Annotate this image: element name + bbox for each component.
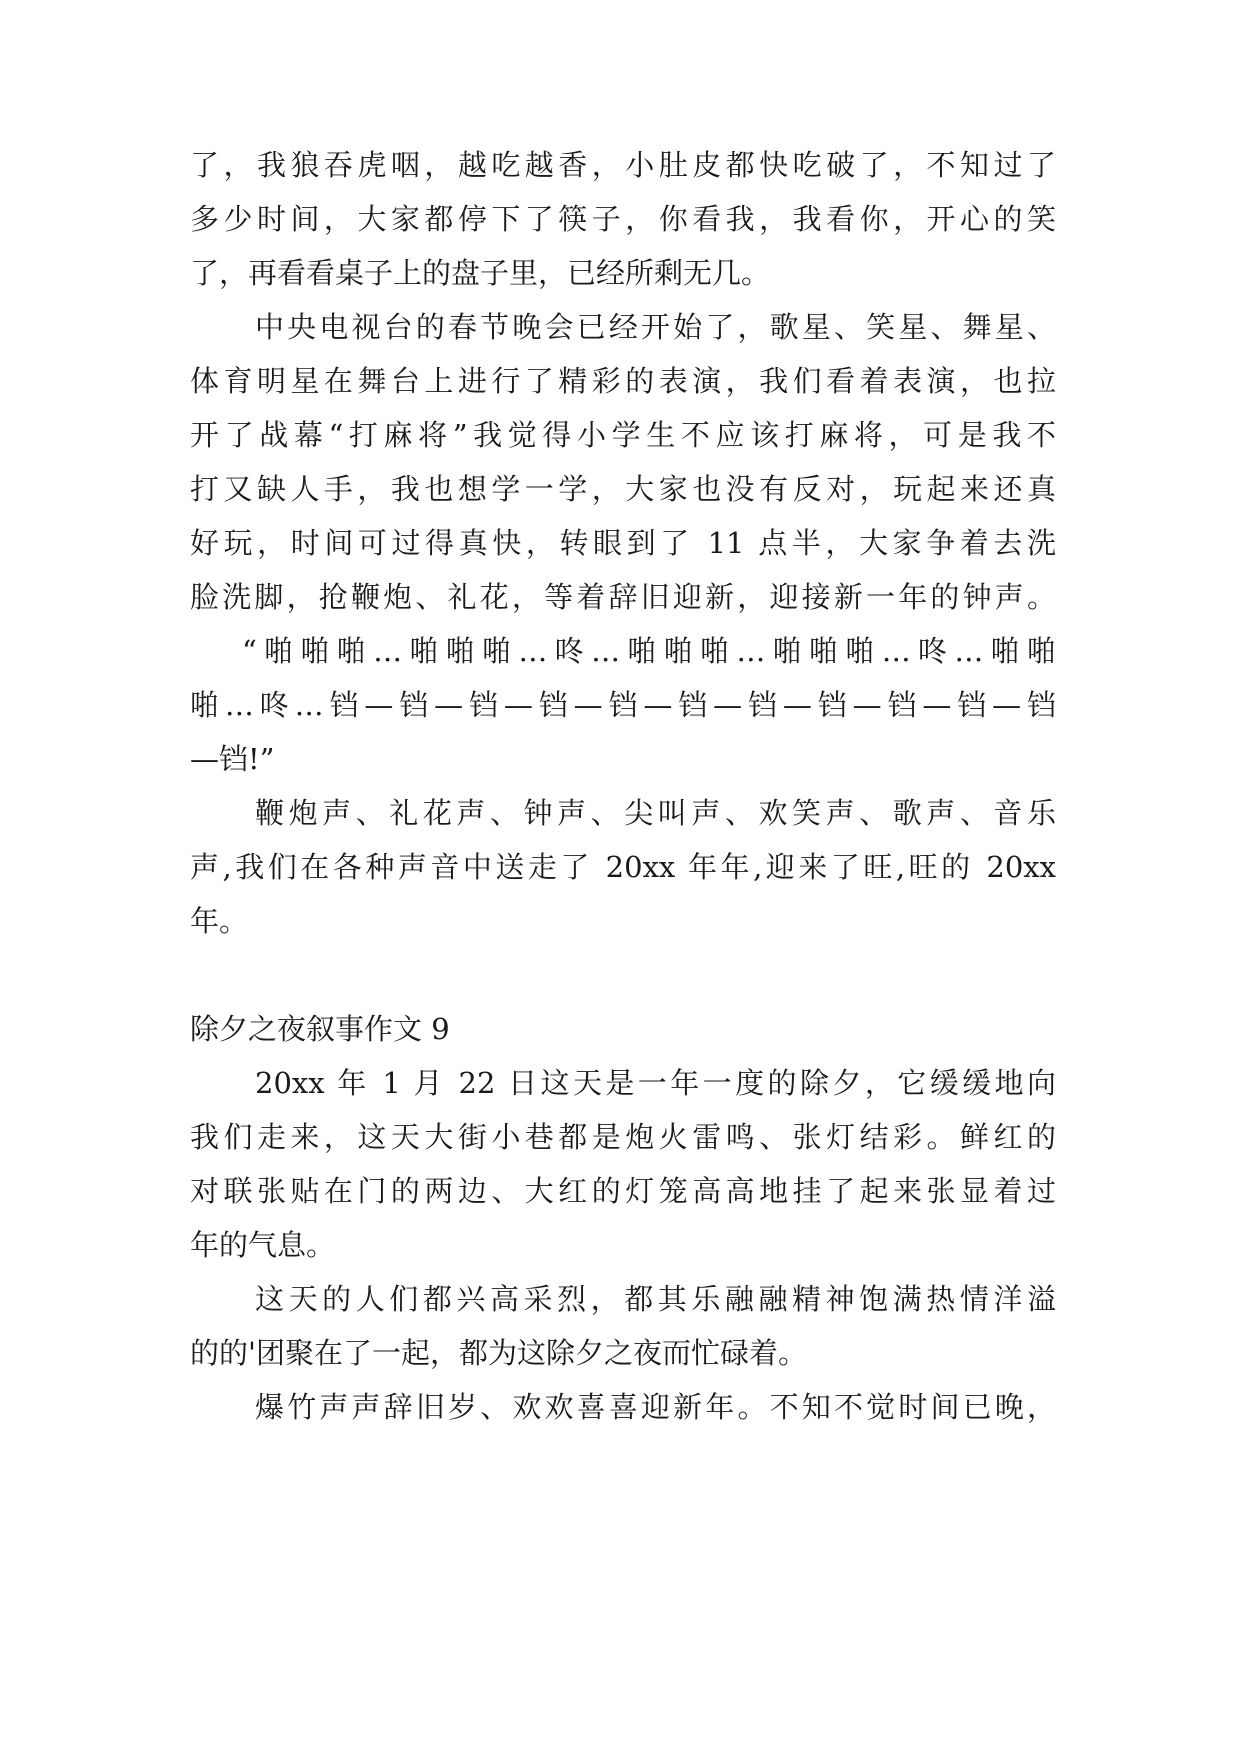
paragraph-line: 对联张贴在门的两边、大红的灯笼高高地挂了起来张显着过 xyxy=(190,1174,1056,1208)
paragraph-line: 的的'团聚在了一起，都为这除夕之夜而忙碌着。 xyxy=(190,1336,807,1370)
paragraph-line: 年的气息。 xyxy=(190,1228,336,1262)
paragraph-line: 我们走来，这天大街小巷都是炮火雷鸣、张灯结彩。鲜红的 xyxy=(190,1120,1056,1154)
paragraph-line: 中央电视台的春节晚会已经开始了，歌星、笑星、舞星、 xyxy=(255,310,1056,344)
paragraph-line: 脸洗脚，抢鞭炮、礼花，等着辞旧迎新，迎接新一年的钟声。 xyxy=(190,580,1056,614)
paragraph-line: —铛!” xyxy=(190,742,275,776)
paragraph-line: 打又缺人手，我也想学一学，大家也没有反对，玩起来还真 xyxy=(190,472,1056,506)
paragraph-line: 20xx 年 1 月 22 日这天是一年一度的除夕，它缓缓地向 xyxy=(255,1066,1056,1100)
paragraph-line: 多少时间，大家都停下了筷子，你看我，我看你，开心的笑 xyxy=(190,202,1056,236)
paragraph-line: 开了战幕“打麻将”我觉得小学生不应该打麻将，可是我不 xyxy=(190,418,1056,452)
paragraph-line: 爆竹声声辞旧岁、欢欢喜喜迎新年。不知不觉时间已晚， xyxy=(255,1390,1056,1424)
paragraph-line: 好玩，时间可过得真快，转眼到了 11 点半，大家争着去洗 xyxy=(190,526,1056,560)
paragraph-line: 这天的人们都兴高采烈，都其乐融融精神饱满热情洋溢 xyxy=(255,1282,1056,1316)
paragraph-line: 声,我们在各种声音中送走了 20xx 年年,迎来了旺,旺的 20xx xyxy=(190,850,1056,884)
paragraph-line: 了，我狼吞虎咽，越吃越香，小肚皮都快吃破了，不知过了 xyxy=(190,148,1056,182)
paragraph-line: “啪啪啪…啪啪啪…咚…啪啪啪…啪啪啪…咚…啪啪 xyxy=(242,634,1056,668)
paragraph-line: 体育明星在舞台上进行了精彩的表演，我们看着表演，也拉 xyxy=(190,364,1056,398)
paragraph-line: 啪…咚…铛—铛—铛—铛—铛—铛—铛—铛—铛—铛—铛 xyxy=(190,688,1056,722)
section-heading: 除夕之夜叙事作文 9 xyxy=(190,1012,450,1046)
paragraph-line: 了，再看看桌子上的盘子里，已经所剩无几。 xyxy=(190,256,771,290)
paragraph-line: 鞭炮声、礼花声、钟声、尖叫声、欢笑声、歌声、音乐 xyxy=(255,796,1056,830)
paragraph-line: 年。 xyxy=(190,904,249,938)
